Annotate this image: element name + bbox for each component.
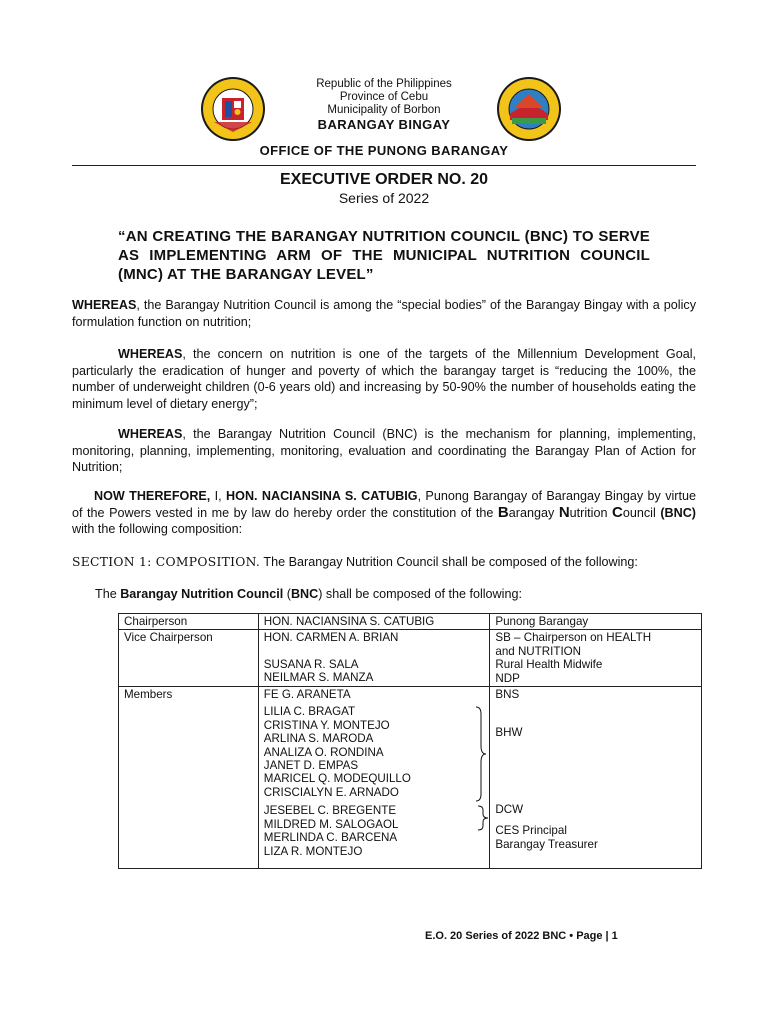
whereas-text: , the Barangay Nutrition Council is among the “special bodies” of the Barangay Bingay with a policy formulation function on nutrition; xyxy=(72,298,696,329)
member-name: ARLINA S. MARODA xyxy=(263,732,374,746)
order-number: EXECUTIVE ORDER NO. 20 xyxy=(279,171,489,188)
bnc-abbrev: (BNC) xyxy=(660,505,696,520)
order-series: Series of 2022 xyxy=(338,190,430,206)
header-province: Province of Cebu xyxy=(339,91,429,103)
section-1-heading: SECTION 1: COMPOSITION. xyxy=(72,555,261,569)
member-name: ANALIZA O. RONDINA xyxy=(263,745,384,759)
subtext-mid: ( xyxy=(283,587,291,601)
position-text: BHW xyxy=(495,726,523,740)
member-name: CRISCIALYN E. ARNADO xyxy=(263,785,399,799)
member-name: SUSANA R. SALA xyxy=(263,657,359,671)
acronym-rest: utrition xyxy=(569,505,613,520)
subtext-pre: The xyxy=(95,587,121,601)
subtext-post: ) shall be composed of the following: xyxy=(318,587,522,601)
acronym-rest: ouncil xyxy=(622,505,661,520)
whereas-text: , the concern on nutrition is one of the targets of the Millennium Development Goal, particularly the eradication of hunger and poverty of which the barangay target is “reducing the 100%, the number of underweight children (0-6 years old) and increasing by 50-90% the number of households eating the minimum level of dietary energy”; xyxy=(72,347,696,411)
position-text: DCW xyxy=(495,802,524,816)
member-name: MERLINDA C. BARCENA xyxy=(263,831,398,845)
member-name: NEILMAR S. MANZA xyxy=(263,671,374,685)
member-name: HON. CARMEN A. BRIAN xyxy=(263,631,399,645)
whereas-lead: WHEREAS xyxy=(118,347,183,361)
now-therefore-text-end: with the following composition: xyxy=(72,522,243,536)
position-text: BNS xyxy=(495,688,520,702)
whereas-paragraph-1 xyxy=(72,297,696,330)
position-text: SB – Chairperson on HEALTH xyxy=(495,631,652,645)
now-therefore-paragraph xyxy=(72,488,696,538)
punong-barangay-name: HON. NACIANSINA S. CATUBIG xyxy=(226,489,418,503)
position-text: Rural Health Midwife xyxy=(495,658,603,672)
section-1-text: The Barangay Nutrition Council shall be composed of the following: xyxy=(260,555,638,569)
now-therefore-lead: NOW THEREFORE, xyxy=(94,489,211,503)
header-barangay: BARANGAY BINGAY xyxy=(317,117,451,132)
member-name: LILIA C. BRAGAT xyxy=(263,705,356,719)
member-name: MILDRED M. SALOGAOL xyxy=(263,817,399,831)
acronym-letter-b: B xyxy=(497,503,509,521)
position-text: Barangay Treasurer xyxy=(495,837,598,851)
header-office: OFFICE OF THE PUNONG BARANGAY xyxy=(259,143,509,158)
name-cell xyxy=(258,630,490,687)
position-cell xyxy=(490,687,702,869)
member-name: MARICEL Q. MODEQUILLO xyxy=(263,772,411,786)
page-footer: E.O. 20 Series of 2022 BNC • Page | 1 xyxy=(425,930,618,942)
whereas-paragraph-2 xyxy=(72,346,696,412)
position-text: CES Principal xyxy=(495,824,567,838)
now-therefore-i: I, xyxy=(210,489,227,503)
position-cell xyxy=(490,630,702,687)
dcw-brace-icon xyxy=(476,805,490,831)
header-republic: Republic of the Philippines xyxy=(316,78,452,90)
whereas-lead: WHEREAS xyxy=(72,298,137,312)
member-name: LIZA R. MONTEJO xyxy=(263,844,363,858)
order-title: “AN CREATING THE BARANGAY NUTRITION COUNCIL (BNC) TO SERVE AS IMPLEMENTING ARM OF THE MUNICIPAL NUTRITION COUNCIL (MNC) AT THE BARANGAY LEVEL” xyxy=(118,228,650,283)
header-municipality: Municipality of Borbon xyxy=(327,104,441,116)
acronym-letter-c: C xyxy=(612,503,623,521)
table-row xyxy=(119,614,702,630)
acronym-letter-n: N xyxy=(558,503,570,521)
subtext-bnc: BNC xyxy=(290,587,319,601)
header-divider xyxy=(72,165,696,166)
member-name: FE G. ARANETA xyxy=(263,688,351,702)
member-name: JESEBEL C. BREGENTE xyxy=(263,804,397,818)
bhw-brace-icon xyxy=(474,706,488,802)
acronym-rest: arangay xyxy=(508,505,559,520)
position-text: NDP xyxy=(495,671,520,685)
position-text: and NUTRITION xyxy=(495,644,582,658)
role-cell: Vice Chairperson xyxy=(119,630,259,687)
whereas-text: , the Barangay Nutrition Council (BNC) is the mechanism for planning, implementing, monitoring, planning, implementing, monitoring, evaluation and coordinating the Barangay Plan of Action for Nutrition; xyxy=(72,427,696,474)
section-1-subtext xyxy=(95,586,695,602)
member-name: CRISTINA Y. MONTEJO xyxy=(263,718,390,732)
table-row xyxy=(119,687,702,869)
now-therefore-text: , Punong Barangay of Barangay Bingay by virtue of the Powers vested in me by law do hereby order the constitution of the xyxy=(72,489,696,520)
name-cell: HON. NACIANSINA S. CATUBIG xyxy=(258,614,490,630)
section-1 xyxy=(72,554,696,570)
table-row xyxy=(119,630,702,687)
role-cell: Members xyxy=(119,687,259,869)
subtext-council: Barangay Nutrition Council xyxy=(120,587,284,601)
composition-table xyxy=(118,613,702,869)
role-cell: Chairperson xyxy=(119,614,259,630)
whereas-lead: WHEREAS xyxy=(118,427,183,441)
member-name: JANET D. EMPAS xyxy=(263,759,359,773)
position-cell: Punong Barangay xyxy=(490,614,702,630)
whereas-paragraph-3 xyxy=(72,426,696,476)
name-cell xyxy=(258,687,490,869)
